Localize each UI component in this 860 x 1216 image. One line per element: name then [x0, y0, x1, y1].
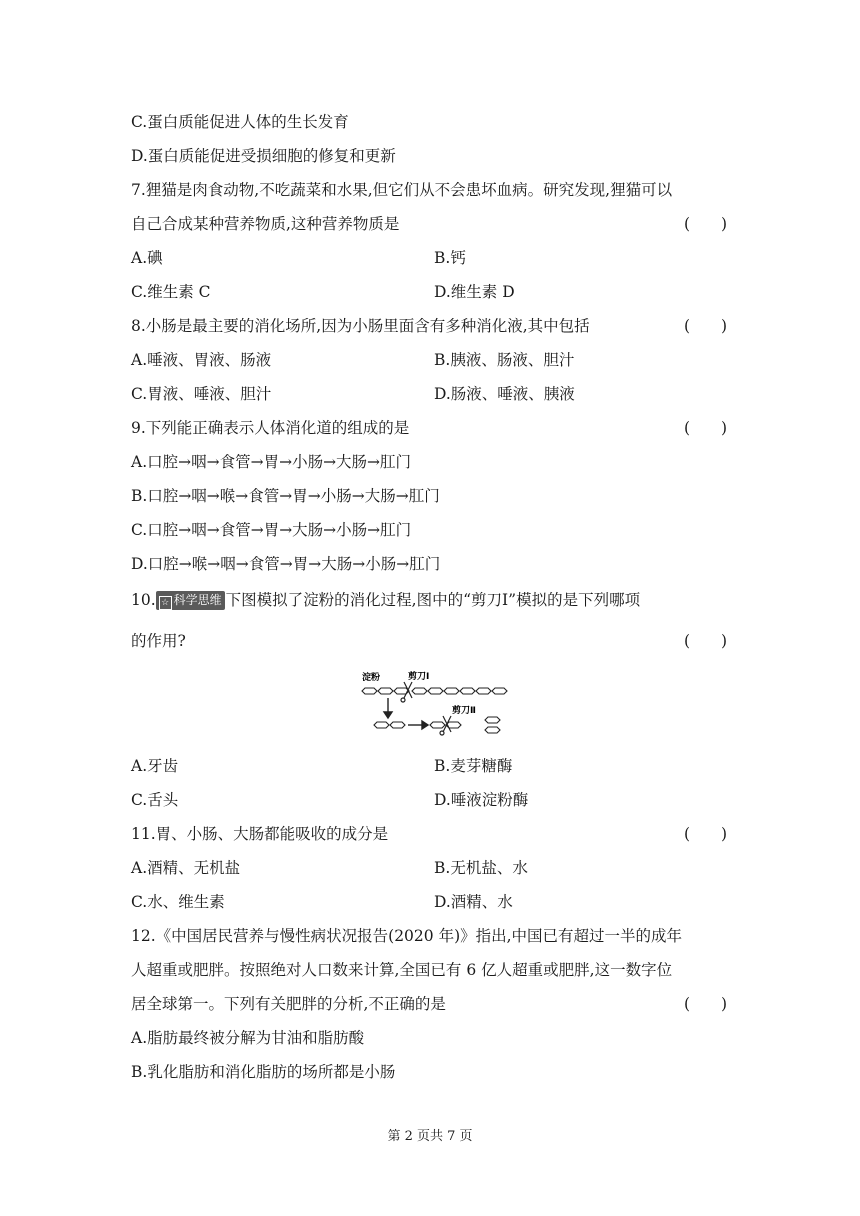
q8-answer-blank: ( ) [684, 317, 728, 335]
q8-stem: 8.小肠是最主要的消化场所,因为小肠里面含有多种消化液,其中包括 [131, 317, 590, 335]
q10-stem-line1 [131, 590, 640, 610]
q6-option-c: C.蛋白质能促进人体的生长发育 [131, 113, 349, 131]
q8-option-a: A.唾液、胃液、肠液 [131, 351, 272, 369]
q7-option-c: C.维生素 C [131, 283, 211, 301]
badge-label: 科学思维 [173, 593, 222, 607]
q9-stem: 9.下列能正确表示人体消化道的组成的是 [131, 419, 410, 437]
q11-option-d: D.酒精、水 [434, 893, 513, 911]
q12-answer-blank: ( ) [684, 995, 728, 1013]
q7-stem-line2: 自己合成某种营养物质,这种营养物质是 [131, 215, 400, 233]
arrow-down-icon [384, 698, 392, 718]
q7-answer-blank: ( ) [684, 215, 728, 233]
page-footer: 第 2 页共 7 页 [387, 1129, 473, 1144]
q11-answer-blank: ( ) [684, 825, 728, 843]
arrow-right-icon [408, 721, 428, 729]
q12-stem-line1: 12.《中国居民营养与慢性病状况报告(2020 年)》指出,中国已有超过一半的成年 [131, 927, 683, 945]
scissors-2-icon [440, 716, 451, 735]
q10-stem-text: 下图模拟了淀粉的消化过程,图中的“剪刀Ⅰ”模拟的是下列哪项 [225, 591, 641, 609]
q11-option-b: B.无机盐、水 [434, 859, 528, 877]
q11-stem: 11.胃、小肠、大肠都能吸收的成分是 [131, 825, 389, 843]
q12-stem-line2: 人超重或肥胖。按照绝对人口数来计算,全国已有 6 亿人超重或肥胖,这一数字位 [131, 961, 673, 979]
starch-digestion-figure [360, 668, 510, 736]
q11-option-c: C.水、维生素 [131, 893, 225, 911]
figure-label-starch: 淀粉 [362, 673, 381, 683]
q12-stem-line3: 居全球第一。下列有关肥胖的分析,不正确的是 [131, 995, 446, 1013]
disaccharides [485, 717, 500, 733]
figure-label-scissors-2: 剪刀Ⅱ [452, 706, 476, 716]
q10-stem-line2: 的作用? [131, 632, 186, 650]
q10-number: 10. [131, 591, 156, 609]
q7-option-d: D.维生素 D [434, 283, 515, 301]
scissors-1-icon [401, 682, 412, 702]
q8-option-c: C.胃液、唾液、胆汁 [131, 385, 272, 403]
starch-chain [362, 688, 507, 694]
figure-label-scissors-1: 剪刀Ⅰ [408, 672, 430, 682]
q10-option-b: B.麦芽糖酶 [434, 757, 513, 775]
science-thinking-badge [156, 591, 225, 610]
q8-option-d: D.肠液、唾液、胰液 [434, 385, 575, 403]
q12-option-b: B.乳化脂肪和消化脂肪的场所都是小肠 [131, 1063, 396, 1081]
q9-option-d: D.口腔→喉→咽→食管→胃→大肠→小肠→肛门 [131, 555, 441, 573]
q8-option-b: B.胰液、肠液、胆汁 [434, 351, 575, 369]
q7-option-a: A.碘 [131, 249, 163, 267]
q11-option-a: A.酒精、无机盐 [131, 859, 241, 877]
q9-option-b: B.口腔→咽→喉→食管→胃→小肠→大肠→肛门 [131, 487, 440, 505]
q7-option-b: B.钙 [434, 249, 466, 267]
badge-icon: ☆ [159, 596, 172, 610]
q9-answer-blank: ( ) [684, 419, 728, 437]
q7-stem-line1: 7.狸猫是肉食动物,不吃蔬菜和水果,但它们从不会患坏血病。研究发现,狸猫可以 [131, 181, 673, 199]
q10-answer-blank: ( ) [684, 632, 728, 650]
q10-option-c: C.舌头 [131, 791, 179, 809]
q9-option-c: C.口腔→咽→食管→胃→大肠→小肠→肛门 [131, 521, 412, 539]
q10-option-d: D.唾液淀粉酶 [434, 791, 529, 809]
q6-option-d: D.蛋白质能促进受损细胞的修复和更新 [131, 147, 396, 165]
q12-option-a: A.脂肪最终被分解为甘油和脂肪酸 [131, 1029, 365, 1047]
q9-option-a: A.口腔→咽→食管→胃→小肠→大肠→肛门 [131, 453, 412, 471]
q10-option-a: A.牙齿 [131, 757, 179, 775]
